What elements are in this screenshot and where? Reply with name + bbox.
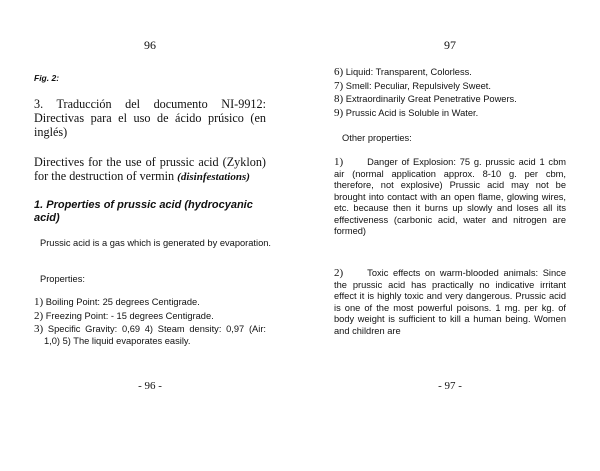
intro-paragraph: Prussic acid is a gas which is generated by evaporation. xyxy=(40,238,271,248)
list-item: 6) Liquid: Transparent, Colorless. xyxy=(334,66,472,78)
spanish-title: 3. Traducción del documento NI-9912: Directivas para el uso de ácido prúsico (en inglés) xyxy=(34,97,266,139)
section-heading: 1. Properties of prussic acid (hydrocyanic acid) xyxy=(34,199,253,224)
english-title-italic: (disinfestations) xyxy=(177,171,250,183)
toxic-effects-paragraph: 2) Toxic effects on warm-blooded animals: Since the prussic acid has practically no indicative irritant effect it is highly toxic and very dangerous. Prussic acid is one of the most powerful poisons. 1 mg. per kg. of body weight is sufficient to kill a human being. Women and children are xyxy=(334,267,566,336)
list-item: 1) Boiling Point: 25 degrees Centigrade. xyxy=(34,296,200,308)
english-title-main: Directives for the use of prussic acid (Zyklon) for the destruction of vermin xyxy=(34,155,266,183)
right-page-header-number: 97 xyxy=(444,38,456,52)
left-properties-list xyxy=(34,297,266,349)
left-page xyxy=(34,0,271,471)
figure-label: Fig. 2: xyxy=(34,73,60,83)
explosion-paragraph: 1) Danger of Explosion: 75 g. prussic acid 1 cbm air (normal application approx. 8-10 g. per cbm, therefore, not explosive) Prussic acid may not be brought into contact with an open flame, glowing wires, etc. because then it burns up slowly and loses all its effectiveness (carbonic acid, water and nitrogen are formed) xyxy=(334,156,566,236)
left-page-header-number: 96 xyxy=(144,38,156,52)
left-page-footer-number: - 96 - xyxy=(138,380,162,392)
list-item: 8) Extraordinarily Great Penetrative Powers. xyxy=(334,93,517,105)
right-page xyxy=(334,0,566,471)
right-page-footer-number: - 97 - xyxy=(438,380,462,392)
right-properties-list xyxy=(334,67,566,121)
list-item: 7) Smell: Peculiar, Repulsively Sweet. xyxy=(334,79,491,92)
english-title xyxy=(34,155,266,184)
properties-label: Properties: xyxy=(40,274,85,284)
other-properties-label: Other properties: xyxy=(342,133,412,143)
list-item: 2) Freezing Point: - 15 degrees Centigrade. xyxy=(34,309,214,322)
list-item: 9) Prussic Acid is Soluble in Water. xyxy=(334,106,479,119)
list-item: 3) Specific Gravity: 0,69 4) Steam density: 0,97 (Air: 1,0) 5) The liquid evaporates easily. xyxy=(34,323,266,346)
